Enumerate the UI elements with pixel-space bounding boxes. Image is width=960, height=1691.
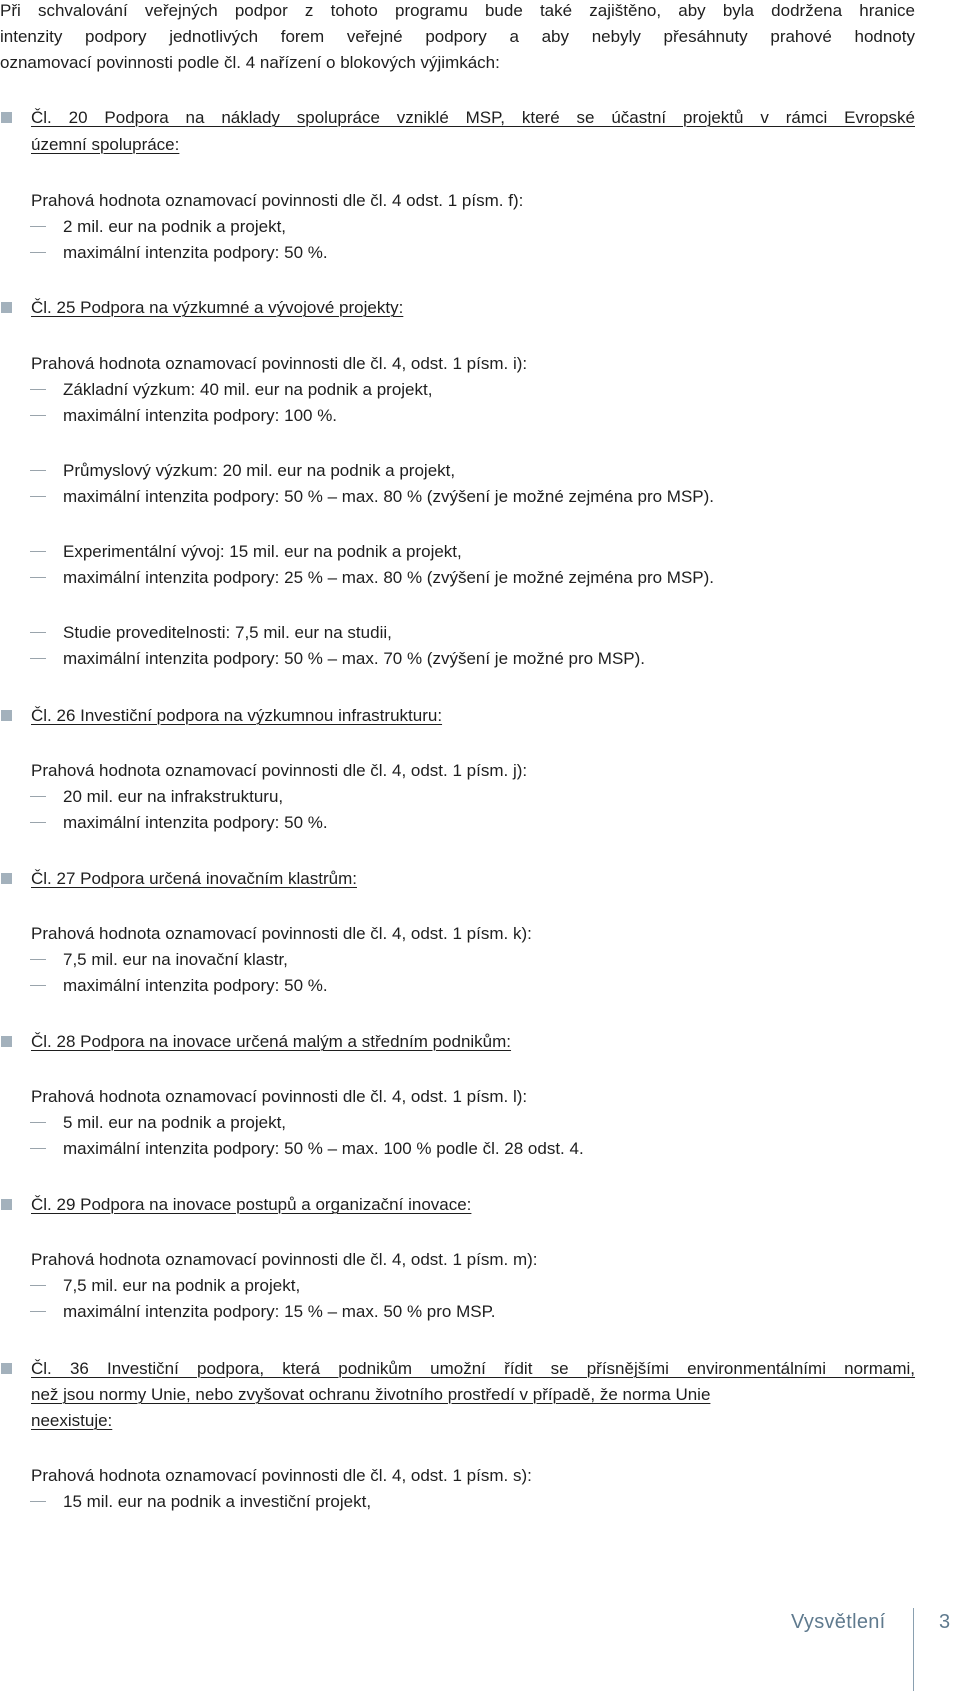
dash-icon xyxy=(30,632,46,633)
section-title-cl25: Čl. 25 Podpora na výzkumné a vývojové projekty: xyxy=(31,298,404,317)
bullet-icon xyxy=(1,302,12,313)
dash-icon xyxy=(30,822,46,823)
bullet-icon xyxy=(1,1199,12,1210)
list-item: Základní výzkum: 40 mil. eur na podnik a projekt, xyxy=(63,380,433,399)
section-title-cl20-cont: územní spolupráce: xyxy=(31,135,180,154)
list-item: maximální intenzita podpory: 50 %. xyxy=(63,813,328,832)
intro-line-1: Při schvalování veřejných podpor z tohoto programu bude také zajištěno, aby byla dodržena hranice xyxy=(0,1,915,20)
list-item: 5 mil. eur na podnik a projekt, xyxy=(63,1113,287,1132)
page-number: 3 xyxy=(939,1611,951,1633)
bullet-icon xyxy=(1,1363,12,1374)
section-title-cl27: Čl. 27 Podpora určená inovačním klastrům: xyxy=(31,869,357,888)
list-item: maximální intenzita podpory: 50 % – max. 100 % podle čl. 28 odst. 4. xyxy=(63,1139,584,1158)
bullet-icon xyxy=(1,112,12,123)
dash-icon xyxy=(30,389,46,390)
threshold-text: Prahová hodnota oznamovací povinnosti dle čl. 4, odst. 1 písm. s): xyxy=(31,1466,532,1485)
dash-icon xyxy=(30,796,46,797)
dash-icon xyxy=(30,577,46,578)
dash-icon xyxy=(30,226,46,227)
section-title-cl36-cont: než jsou normy Unie, nebo zvyšovat ochranu životního prostředí v případě, že norma Unie xyxy=(31,1385,711,1404)
list-item: Studie proveditelnosti: 7,5 mil. eur na studii, xyxy=(63,623,392,642)
footer-divider xyxy=(913,1608,914,1691)
section-title-cl36: Čl. 36 Investiční podpora, která podnikům umožní řídit se přísnějšími environmentálními normami, xyxy=(31,1359,915,1378)
dash-icon xyxy=(30,252,46,253)
list-item: maximální intenzita podpory: 100 %. xyxy=(63,406,338,425)
dash-icon xyxy=(30,1285,46,1286)
list-item: 15 mil. eur na podnik a investiční projekt, xyxy=(63,1492,372,1511)
list-item: maximální intenzita podpory: 50 % – max. 70 % (zvýšení je možné pro MSP). xyxy=(63,649,646,668)
list-item: 7,5 mil. eur na podnik a projekt, xyxy=(63,1276,301,1295)
list-item: Průmyslový výzkum: 20 mil. eur na podnik a projekt, xyxy=(63,461,456,480)
threshold-text: Prahová hodnota oznamovací povinnosti dle čl. 4, odst. 1 písm. k): xyxy=(31,924,532,943)
dash-icon xyxy=(30,985,46,986)
list-item: maximální intenzita podpory: 15 % – max. 50 % pro MSP. xyxy=(63,1302,496,1321)
threshold-text: Prahová hodnota oznamovací povinnosti dle čl. 4, odst. 1 písm. i): xyxy=(31,354,528,373)
dash-icon xyxy=(30,658,46,659)
dash-icon xyxy=(30,551,46,552)
intro-line-3: oznamovací povinnosti podle čl. 4 nařízení o blokových výjimkách: xyxy=(0,53,500,72)
list-item: maximální intenzita podpory: 50 %. xyxy=(63,243,328,262)
dash-icon xyxy=(30,415,46,416)
list-item: 7,5 mil. eur na inovační klastr, xyxy=(63,950,288,969)
section-title-cl36-cont: neexistuje: xyxy=(31,1411,113,1430)
dash-icon xyxy=(30,470,46,471)
footer-section-label: Vysvětlení xyxy=(791,1611,886,1633)
dash-icon xyxy=(30,1122,46,1123)
dash-icon xyxy=(30,1501,46,1502)
section-title-cl28: Čl. 28 Podpora na inovace určená malým a středním podnikům: xyxy=(31,1032,512,1051)
dash-icon xyxy=(30,496,46,497)
list-item: 2 mil. eur na podnik a projekt, xyxy=(63,217,287,236)
dash-icon xyxy=(30,1311,46,1312)
dash-icon xyxy=(30,1148,46,1149)
threshold-text: Prahová hodnota oznamovací povinnosti dle čl. 4 odst. 1 písm. f): xyxy=(31,191,524,210)
threshold-text: Prahová hodnota oznamovací povinnosti dle čl. 4, odst. 1 písm. j): xyxy=(31,761,528,780)
bullet-icon xyxy=(1,873,12,884)
list-item: maximální intenzita podpory: 50 %. xyxy=(63,976,328,995)
bullet-icon xyxy=(1,1036,12,1047)
section-title-cl20: Čl. 20 Podpora na náklady spolupráce vzniklé MSP, které se účastní projektů v rámci Evropské xyxy=(31,108,915,127)
list-item: maximální intenzita podpory: 50 % – max. 80 % (zvýšení je možné zejména pro MSP). xyxy=(63,487,715,506)
list-item: maximální intenzita podpory: 25 % – max. 80 % (zvýšení je možné zejména pro MSP). xyxy=(63,568,715,587)
threshold-text: Prahová hodnota oznamovací povinnosti dle čl. 4, odst. 1 písm. l): xyxy=(31,1087,528,1106)
threshold-text: Prahová hodnota oznamovací povinnosti dle čl. 4, odst. 1 písm. m): xyxy=(31,1250,538,1269)
bullet-icon xyxy=(1,710,12,721)
section-title-cl29: Čl. 29 Podpora na inovace postupů a organizační inovace: xyxy=(31,1195,472,1214)
dash-icon xyxy=(30,959,46,960)
list-item: 20 mil. eur na infrakstrukturu, xyxy=(63,787,284,806)
intro-line-2: intenzity podpory jednotlivých forem veřejné podpory a aby nebyly přesáhnuty prahové hodnoty xyxy=(0,27,915,46)
list-item: Experimentální vývoj: 15 mil. eur na podnik a projekt, xyxy=(63,542,462,561)
section-title-cl26: Čl. 26 Investiční podpora na výzkumnou infrastrukturu: xyxy=(31,706,443,725)
